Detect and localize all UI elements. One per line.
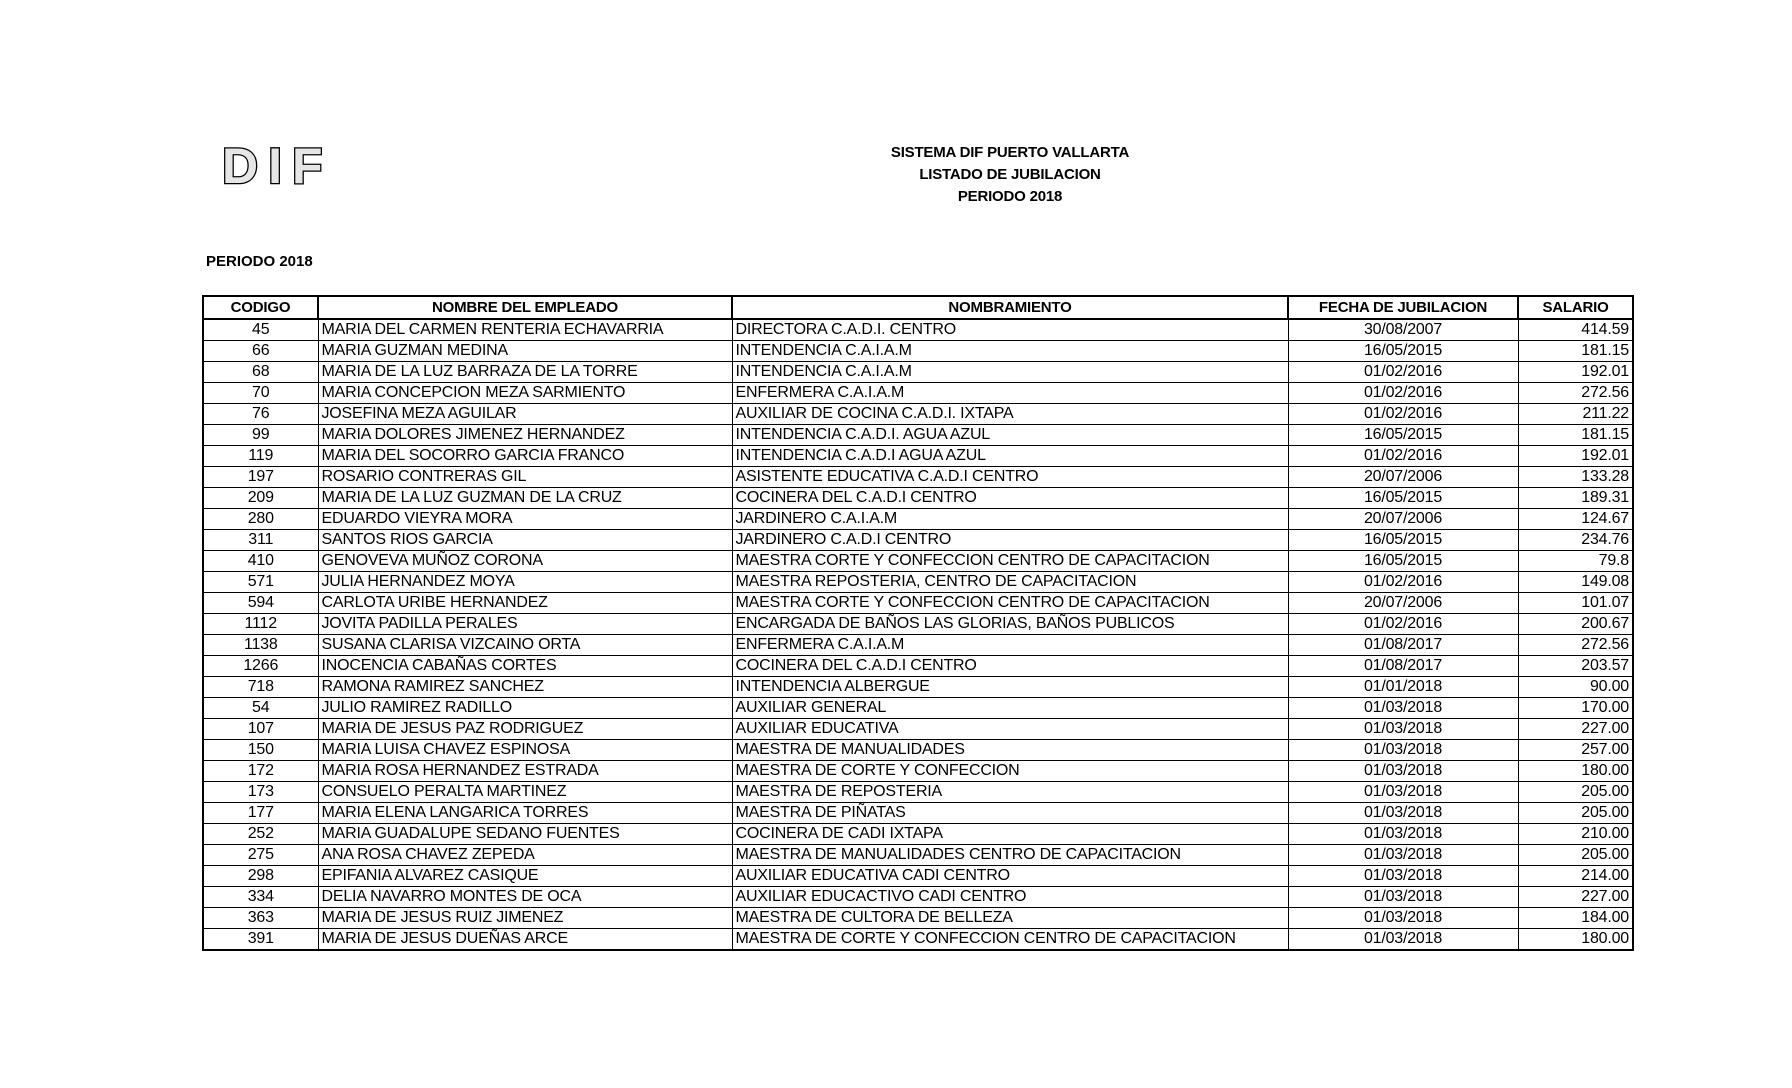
cell-nombre: JOSEFINA MEZA AGUILAR (318, 404, 732, 425)
cell-nombramiento: COCINERA DE CADI IXTAPA (732, 824, 1288, 845)
cell-fecha: 01/02/2016 (1288, 383, 1518, 404)
cell-nombramiento: AUXILIAR GENERAL (732, 698, 1288, 719)
cell-codigo: 150 (203, 740, 318, 761)
cell-salario: 414.59 (1518, 319, 1633, 341)
cell-salario: 203.57 (1518, 656, 1633, 677)
cell-codigo: 107 (203, 719, 318, 740)
cell-nombre: MARIA DEL SOCORRO GARCIA FRANCO (318, 446, 732, 467)
cell-salario: 184.00 (1518, 908, 1633, 929)
table-row (203, 530, 1633, 551)
table-row (203, 362, 1633, 383)
cell-fecha: 01/01/2018 (1288, 677, 1518, 698)
cell-nombre: MARIA ROSA HERNANDEZ ESTRADA (318, 761, 732, 782)
cell-fecha: 01/02/2016 (1288, 614, 1518, 635)
document-header (760, 142, 1260, 208)
cell-nombre: MARIA DE JESUS PAZ RODRIGUEZ (318, 719, 732, 740)
cell-nombramiento: AUXILIAR EDUCATIVA (732, 719, 1288, 740)
cell-nombre: INOCENCIA CABAÑAS CORTES (318, 656, 732, 677)
table-row (203, 551, 1633, 572)
table-row (203, 908, 1633, 929)
cell-salario: 192.01 (1518, 446, 1633, 467)
cell-salario: 205.00 (1518, 803, 1633, 824)
cell-nombre: MARIA ELENA LANGARICA TORRES (318, 803, 732, 824)
cell-fecha: 01/03/2018 (1288, 908, 1518, 929)
table-row (203, 488, 1633, 509)
table-row (203, 719, 1633, 740)
cell-salario: 205.00 (1518, 782, 1633, 803)
cell-fecha: 01/03/2018 (1288, 803, 1518, 824)
cell-salario: 181.15 (1518, 425, 1633, 446)
cell-codigo: 594 (203, 593, 318, 614)
cell-salario: 124.67 (1518, 509, 1633, 530)
column-header-salario: SALARIO (1518, 296, 1633, 319)
cell-codigo: 280 (203, 509, 318, 530)
table-header-row (203, 296, 1633, 319)
cell-codigo: 119 (203, 446, 318, 467)
cell-nombramiento: MAESTRA DE MANUALIDADES CENTRO DE CAPACITACION (732, 845, 1288, 866)
cell-nombre: MARIA DE JESUS DUEÑAS ARCE (318, 929, 732, 951)
table-row (203, 887, 1633, 908)
cell-salario: 205.00 (1518, 845, 1633, 866)
cell-salario: 149.08 (1518, 572, 1633, 593)
cell-fecha: 16/05/2015 (1288, 551, 1518, 572)
table-row (203, 761, 1633, 782)
cell-salario: 192.01 (1518, 362, 1633, 383)
cell-codigo: 172 (203, 761, 318, 782)
cell-nombramiento: DIRECTORA C.A.D.I. CENTRO (732, 319, 1288, 341)
cell-codigo: 298 (203, 866, 318, 887)
cell-nombramiento: MAESTRA DE CULTORA DE BELLEZA (732, 908, 1288, 929)
cell-nombramiento: INTENDENCIA C.A.I.A.M (732, 341, 1288, 362)
cell-salario: 133.28 (1518, 467, 1633, 488)
cell-fecha: 01/03/2018 (1288, 887, 1518, 908)
dif-logo (220, 138, 344, 190)
cell-codigo: 1266 (203, 656, 318, 677)
cell-nombre: MARIA DOLORES JIMENEZ HERNANDEZ (318, 425, 732, 446)
retirement-table (202, 295, 1634, 951)
cell-nombramiento: ENCARGADA DE BAÑOS LAS GLORIAS, BAÑOS PUBLICOS (732, 614, 1288, 635)
table-row (203, 593, 1633, 614)
cell-fecha: 01/08/2017 (1288, 656, 1518, 677)
cell-fecha: 01/03/2018 (1288, 698, 1518, 719)
cell-fecha: 20/07/2006 (1288, 509, 1518, 530)
cell-salario: 200.67 (1518, 614, 1633, 635)
cell-codigo: 311 (203, 530, 318, 551)
cell-nombramiento: ASISTENTE EDUCATIVA C.A.D.I CENTRO (732, 467, 1288, 488)
cell-nombre: MARIA DEL CARMEN RENTERIA ECHAVARRIA (318, 319, 732, 341)
cell-codigo: 54 (203, 698, 318, 719)
cell-nombramiento: JARDINERO C.A.D.I CENTRO (732, 530, 1288, 551)
cell-codigo: 571 (203, 572, 318, 593)
cell-nombre: SUSANA CLARISA VIZCAINO ORTA (318, 635, 732, 656)
table-row (203, 425, 1633, 446)
cell-nombre: MARIA DE JESUS RUIZ JIMENEZ (318, 908, 732, 929)
cell-fecha: 16/05/2015 (1288, 488, 1518, 509)
cell-salario: 210.00 (1518, 824, 1633, 845)
cell-salario: 234.76 (1518, 530, 1633, 551)
cell-nombre: MARIA GUADALUPE SEDANO FUENTES (318, 824, 732, 845)
cell-codigo: 177 (203, 803, 318, 824)
cell-fecha: 20/07/2006 (1288, 467, 1518, 488)
cell-codigo: 718 (203, 677, 318, 698)
cell-salario: 79.8 (1518, 551, 1633, 572)
table-row (203, 572, 1633, 593)
cell-nombre: CONSUELO PERALTA MARTINEZ (318, 782, 732, 803)
cell-salario: 227.00 (1518, 887, 1633, 908)
cell-nombre: MARIA LUISA CHAVEZ ESPINOSA (318, 740, 732, 761)
cell-codigo: 197 (203, 467, 318, 488)
cell-codigo: 70 (203, 383, 318, 404)
table-row (203, 740, 1633, 761)
cell-nombramiento: AUXILIAR EDUCACTIVO CADI CENTRO (732, 887, 1288, 908)
table-body (203, 319, 1633, 950)
table-row (203, 845, 1633, 866)
cell-codigo: 391 (203, 929, 318, 951)
cell-nombramiento: INTENDENCIA ALBERGUE (732, 677, 1288, 698)
cell-fecha: 01/03/2018 (1288, 866, 1518, 887)
table-row (203, 509, 1633, 530)
cell-salario: 189.31 (1518, 488, 1633, 509)
cell-fecha: 01/03/2018 (1288, 782, 1518, 803)
cell-nombramiento: COCINERA DEL C.A.D.I CENTRO (732, 656, 1288, 677)
table-row (203, 383, 1633, 404)
cell-nombramiento: ENFERMERA C.A.I.A.M (732, 635, 1288, 656)
table-row (203, 698, 1633, 719)
cell-fecha: 01/03/2018 (1288, 824, 1518, 845)
cell-nombramiento: ENFERMERA C.A.I.A.M (732, 383, 1288, 404)
table-row (203, 467, 1633, 488)
table-row (203, 319, 1633, 341)
cell-fecha: 16/05/2015 (1288, 341, 1518, 362)
header-title: LISTADO DE JUBILACION (919, 166, 1101, 183)
cell-codigo: 173 (203, 782, 318, 803)
cell-codigo: 76 (203, 404, 318, 425)
cell-codigo: 45 (203, 319, 318, 341)
cell-nombramiento: MAESTRA CORTE Y CONFECCION CENTRO DE CAPACITACION (732, 593, 1288, 614)
cell-nombre: EPIFANIA ALVAREZ CASIQUE (318, 866, 732, 887)
cell-codigo: 334 (203, 887, 318, 908)
cell-nombre: RAMONA RAMIREZ SANCHEZ (318, 677, 732, 698)
cell-salario: 181.15 (1518, 341, 1633, 362)
cell-nombramiento: MAESTRA REPOSTERIA, CENTRO DE CAPACITACION (732, 572, 1288, 593)
cell-nombramiento: COCINERA DEL C.A.D.I CENTRO (732, 488, 1288, 509)
cell-codigo: 68 (203, 362, 318, 383)
period-label: PERIODO 2018 (206, 253, 313, 270)
cell-codigo: 275 (203, 845, 318, 866)
table-row (203, 635, 1633, 656)
cell-nombre: ANA ROSA CHAVEZ ZEPEDA (318, 845, 732, 866)
cell-fecha: 01/03/2018 (1288, 761, 1518, 782)
cell-codigo: 1138 (203, 635, 318, 656)
cell-nombramiento: MAESTRA DE MANUALIDADES (732, 740, 1288, 761)
cell-nombre: EDUARDO VIEYRA MORA (318, 509, 732, 530)
cell-salario: 180.00 (1518, 929, 1633, 951)
cell-salario: 170.00 (1518, 698, 1633, 719)
cell-fecha: 16/05/2015 (1288, 425, 1518, 446)
cell-nombramiento: INTENDENCIA C.A.D.I AGUA AZUL (732, 446, 1288, 467)
cell-fecha: 01/03/2018 (1288, 845, 1518, 866)
header-organization: SISTEMA DIF PUERTO VALLARTA (890, 144, 1130, 161)
cell-salario: 90.00 (1518, 677, 1633, 698)
column-header-nombramiento: NOMBRAMIENTO (732, 296, 1288, 319)
table-row (203, 803, 1633, 824)
cell-fecha: 01/03/2018 (1288, 740, 1518, 761)
cell-salario: 211.22 (1518, 404, 1633, 425)
cell-fecha: 20/07/2006 (1288, 593, 1518, 614)
cell-nombramiento: AUXILIAR DE COCINA C.A.D.I. IXTAPA (732, 404, 1288, 425)
cell-nombre: JULIA HERNANDEZ MOYA (318, 572, 732, 593)
cell-nombre: JULIO RAMIREZ RADILLO (318, 698, 732, 719)
table-row (203, 656, 1633, 677)
cell-nombramiento: MAESTRA DE REPOSTERIA (732, 782, 1288, 803)
cell-codigo: 252 (203, 824, 318, 845)
cell-salario: 101.07 (1518, 593, 1633, 614)
cell-fecha: 16/05/2015 (1288, 530, 1518, 551)
cell-fecha: 01/02/2016 (1288, 446, 1518, 467)
cell-nombre: CARLOTA URIBE HERNANDEZ (318, 593, 732, 614)
cell-fecha: 01/02/2016 (1288, 404, 1518, 425)
cell-nombramiento: MAESTRA CORTE Y CONFECCION CENTRO DE CAPACITACION (732, 551, 1288, 572)
cell-fecha: 01/02/2016 (1288, 362, 1518, 383)
cell-nombramiento: AUXILIAR EDUCATIVA CADI CENTRO (732, 866, 1288, 887)
cell-nombramiento: JARDINERO C.A.I.A.M (732, 509, 1288, 530)
table-row (203, 782, 1633, 803)
table-row (203, 824, 1633, 845)
cell-fecha: 01/03/2018 (1288, 719, 1518, 740)
dif-logo-text: DIF (222, 138, 333, 190)
cell-codigo: 209 (203, 488, 318, 509)
cell-salario: 180.00 (1518, 761, 1633, 782)
cell-nombramiento: MAESTRA DE CORTE Y CONFECCION CENTRO DE CAPACITACION (732, 929, 1288, 951)
cell-nombre: DELIA NAVARRO MONTES DE OCA (318, 887, 732, 908)
cell-codigo: 1112 (203, 614, 318, 635)
cell-nombre: SANTOS RIOS GARCIA (318, 530, 732, 551)
cell-nombre: MARIA DE LA LUZ GUZMAN DE LA CRUZ (318, 488, 732, 509)
column-header-codigo: CODIGO (203, 296, 318, 319)
cell-nombramiento: INTENDENCIA C.A.D.I. AGUA AZUL (732, 425, 1288, 446)
cell-salario: 214.00 (1518, 866, 1633, 887)
cell-fecha: 01/03/2018 (1288, 929, 1518, 951)
cell-salario: 272.56 (1518, 635, 1633, 656)
table-row (203, 341, 1633, 362)
column-header-nombre: NOMBRE DEL EMPLEADO (318, 296, 732, 319)
cell-codigo: 66 (203, 341, 318, 362)
header-period: PERIODO 2018 (957, 188, 1063, 205)
cell-codigo: 99 (203, 425, 318, 446)
cell-nombre: ROSARIO CONTRERAS GIL (318, 467, 732, 488)
cell-codigo: 363 (203, 908, 318, 929)
cell-salario: 227.00 (1518, 719, 1633, 740)
cell-codigo: 410 (203, 551, 318, 572)
table-row (203, 866, 1633, 887)
table-row (203, 929, 1633, 951)
cell-salario: 272.56 (1518, 383, 1633, 404)
cell-nombramiento: MAESTRA DE PIÑATAS (732, 803, 1288, 824)
cell-nombre: MARIA GUZMAN MEDINA (318, 341, 732, 362)
table-row (203, 614, 1633, 635)
table-row (203, 677, 1633, 698)
table-row (203, 404, 1633, 425)
cell-nombre: MARIA CONCEPCION MEZA SARMIENTO (318, 383, 732, 404)
cell-fecha: 01/02/2016 (1288, 572, 1518, 593)
cell-nombre: GENOVEVA MUÑOZ CORONA (318, 551, 732, 572)
cell-fecha: 01/08/2017 (1288, 635, 1518, 656)
cell-fecha: 30/08/2007 (1288, 319, 1518, 341)
cell-nombre: JOVITA PADILLA PERALES (318, 614, 732, 635)
cell-nombre: MARIA DE LA LUZ BARRAZA DE LA TORRE (318, 362, 732, 383)
column-header-fecha: FECHA DE JUBILACION (1288, 296, 1518, 319)
cell-salario: 257.00 (1518, 740, 1633, 761)
table-row (203, 446, 1633, 467)
cell-nombramiento: MAESTRA DE CORTE Y CONFECCION (732, 761, 1288, 782)
cell-nombramiento: INTENDENCIA C.A.I.A.M (732, 362, 1288, 383)
